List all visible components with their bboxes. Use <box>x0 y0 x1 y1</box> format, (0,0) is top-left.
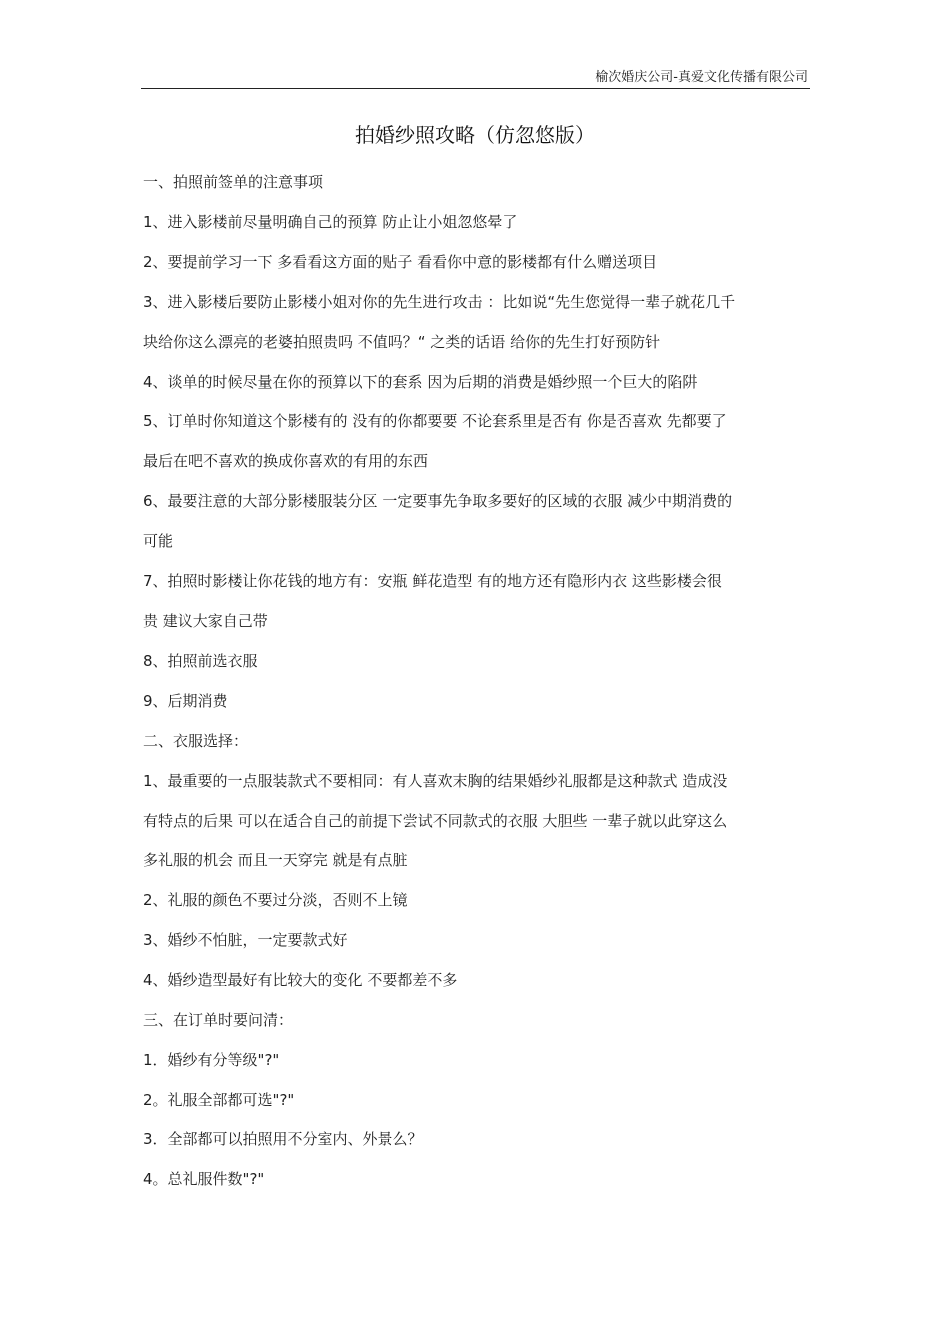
paragraph-line: 8、拍照前选衣服 <box>143 652 258 670</box>
section-heading-2: 二、衣服选择： <box>143 732 249 750</box>
document-title: 拍婚纱照攻略（仿忽悠版） <box>355 123 595 147</box>
paragraph-line: 2、要提前学习一下 多看看这方面的贴子 看看你中意的影楼都有什么赠送项目 <box>143 253 658 271</box>
paragraph-line: 7、拍照时影楼让你花钱的地方有：安瓶 鲜花造型 有的地方还有隐形内衣 这些影楼会很 <box>143 572 722 590</box>
paragraph-line: 贵 建议大家自己带 <box>143 612 268 630</box>
paragraph-line: 2。礼服全部都可选"?" <box>143 1091 295 1109</box>
paragraph-line: 4、谈单的时候尽量在你的预算以下的套系 因为后期的消费是婚纱照一个巨大的陷阱 <box>143 373 698 391</box>
header-company-name: 榆次婚庆公司-真爱文化传播有限公司 <box>595 70 808 85</box>
paragraph-line: 多礼服的机会 而且一天穿完 就是有点脏 <box>143 851 408 869</box>
paragraph-line: 1、进入影楼前尽量明确自己的预算 防止让小姐忽悠晕了 <box>143 213 518 231</box>
paragraph-line: 2、礼服的颜色不要过分淡，否则不上镜 <box>143 891 408 909</box>
paragraph-line: 有特点的后果 可以在适合自己的前提下尝试不同款式的衣服 大胆些 一辈子就以此穿这么 <box>143 812 728 830</box>
paragraph-line: 块给你这么漂亮的老婆拍照贵吗 不值吗？“ 之类的话语 给你的先生打好预防针 <box>143 333 661 351</box>
paragraph-line: 1、最重要的一点服装款式不要相同：有人喜欢末胸的结果婚纱礼服都是这种款式 造成没 <box>143 772 728 790</box>
paragraph-line: 5、订单时你知道这个影楼有的 没有的你都要要 不论套系里是否有 你是否喜欢 先都要了 <box>143 412 727 430</box>
section-heading-1: 一、拍照前签单的注意事项 <box>143 173 324 191</box>
paragraph-line: 4、婚纱造型最好有比较大的变化 不要都差不多 <box>143 971 458 989</box>
paragraph-line: 1．婚纱有分等级"?" <box>143 1051 280 1069</box>
paragraph-line: 最后在吧不喜欢的换成你喜欢的有用的东西 <box>143 452 429 470</box>
paragraph-line: 6、最要注意的大部分影楼服装分区 一定要事先争取多要好的区域的衣服 减少中期消费的 <box>143 492 733 510</box>
paragraph-line: 3、进入影楼后要防止影楼小姐对你的先生进行攻击 ：比如说“先生您觉得一辈子就花几千 <box>143 293 736 311</box>
paragraph-line: 9、后期消费 <box>143 692 228 710</box>
paragraph-line: 3、婚纱不怕脏，一定要款式好 <box>143 931 348 949</box>
paragraph-line: 可能 <box>143 532 174 550</box>
paragraph-line: 3．全部都可以拍照用不分室内、外景么？ <box>143 1130 423 1148</box>
paragraph-line: 4。总礼服件数"?" <box>143 1170 265 1188</box>
section-heading-3: 三、在订单时要问清： <box>143 1011 294 1029</box>
header-divider <box>141 88 810 89</box>
